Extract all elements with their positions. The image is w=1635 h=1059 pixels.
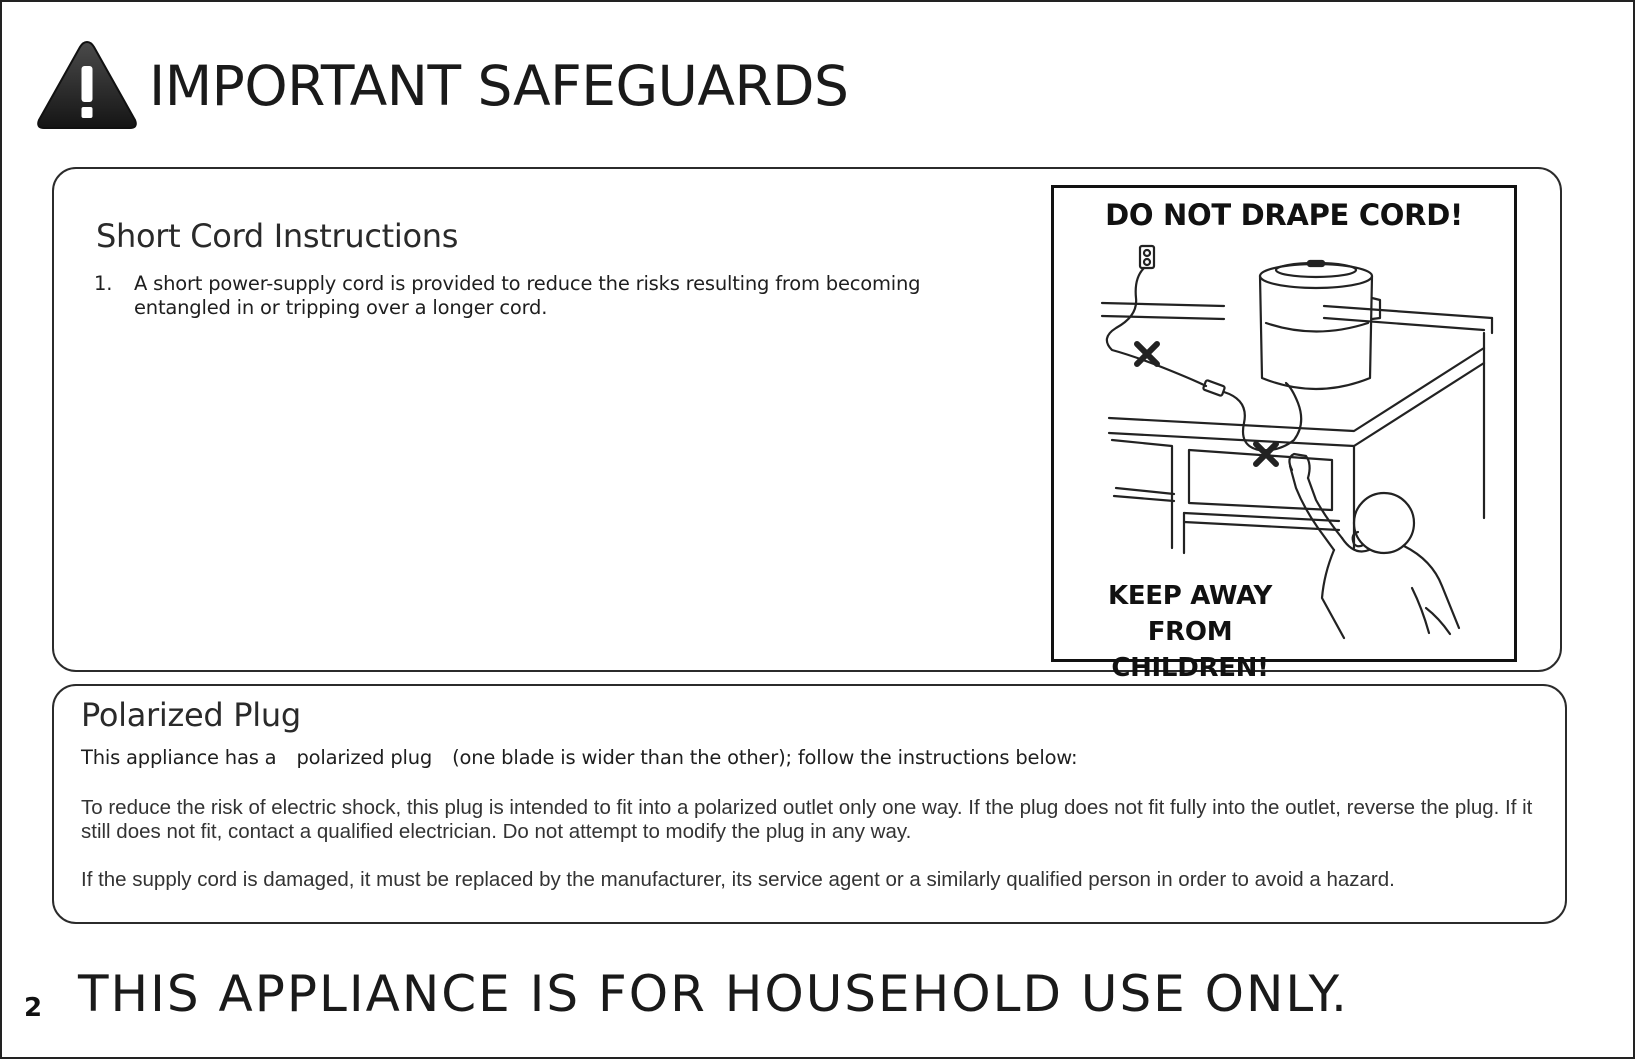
list-item-number: 1. (94, 272, 113, 295)
intro-text-part3: (one blade is wider than the other); follow the instructions below: (452, 746, 1078, 769)
page-title: IMPORTANT SAFEGUARDS (149, 54, 849, 118)
page-number: 2 (24, 993, 43, 1023)
short-cord-list (94, 272, 974, 320)
short-cord-section (52, 167, 1562, 683)
supply-cord-paragraph: If the supply cord is damaged, it must be replaced by the manufacturer, its service agent or a similarly qualified person in order to avoid a hazard. (81, 868, 1395, 891)
polarized-plug-title: Polarized Plug (81, 696, 301, 734)
figure-caption (1070, 578, 1310, 686)
polarized-plug-intro (81, 746, 1077, 769)
polarized-plug-paragraph: To reduce the risk of electric shock, this plug is intended to fit into a polarized outlet only one way. If the plug does not fit fully into the outlet, reverse the plug. If it still does not fit, contact a qualified electrician. Do not attempt to modify the plug in any way. (81, 796, 1533, 843)
polarized-plug-section (52, 684, 1567, 924)
warning-triangle-icon (35, 38, 139, 134)
list-item-text: A short power-supply cord is provided to reduce the risks resulting from becoming entangled in or tripping over a longer cord. (134, 272, 921, 319)
cord-safety-illustration (1051, 185, 1517, 683)
short-cord-title: Short Cord Instructions (96, 217, 459, 255)
figure-caption-line2: FROM CHILDREN! (1111, 617, 1269, 683)
household-use-notice: THIS APPLIANCE IS FOR HOUSEHOLD USE ONLY. (78, 965, 1349, 1023)
intro-text-part1: This appliance has a (81, 746, 277, 769)
intro-text-part2: polarized plug (296, 746, 433, 769)
figure-caption-line1: KEEP AWAY (1107, 581, 1272, 611)
figure-heading: DO NOT DRAPE CORD! (1105, 198, 1463, 232)
list-item (94, 272, 974, 320)
